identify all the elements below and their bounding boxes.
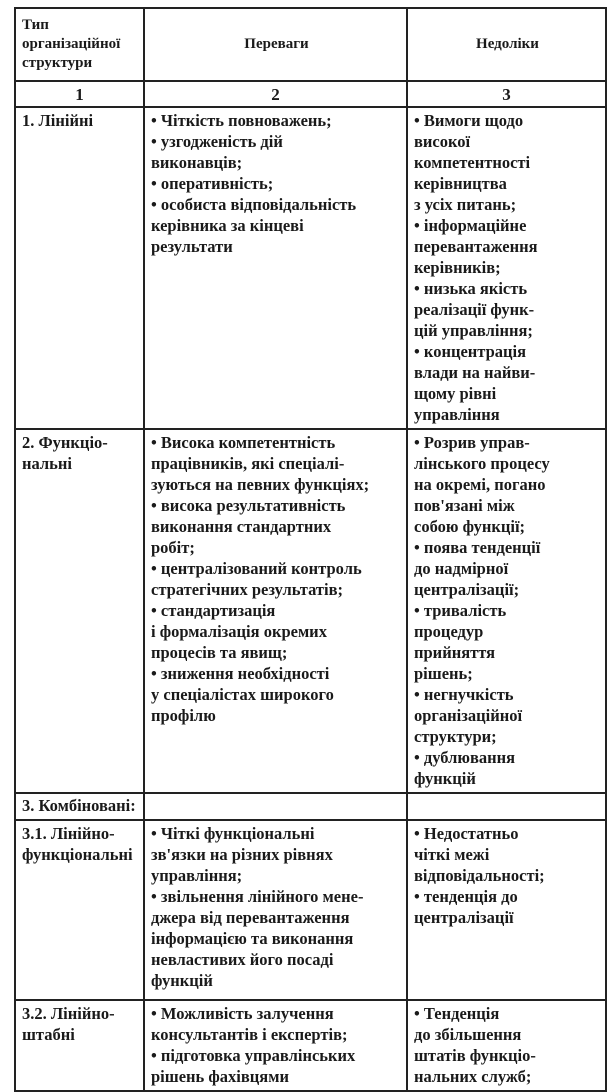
cell-text-line: відповідальності; bbox=[414, 866, 545, 885]
disadvantages-cell bbox=[407, 1000, 606, 1091]
cell-text-line: управління bbox=[414, 405, 500, 424]
cell-text-line: організаційної bbox=[414, 706, 523, 725]
cell-text-line: з усіх питань; bbox=[414, 195, 517, 214]
cell-text-line: керівника за кінцеві bbox=[151, 216, 304, 235]
cell-text-line: зв'язки на різних рівнях bbox=[151, 845, 333, 864]
cell-text-line: функцій bbox=[151, 971, 213, 990]
cell-text-line: • Чіткість повноважень; bbox=[151, 111, 332, 130]
cell-text-line: • Недостатньо bbox=[414, 824, 519, 843]
cell-text-line: 1. Лінійні bbox=[22, 111, 94, 130]
advantages-cell bbox=[144, 429, 407, 793]
advantages-cell bbox=[144, 820, 407, 1000]
structure-type-cell bbox=[15, 107, 144, 429]
cell-text-line: і формалізація окремих bbox=[151, 622, 327, 641]
cell-text-line: перевантаження bbox=[414, 237, 538, 256]
cell-text-line: • висока результативність bbox=[151, 496, 346, 515]
cell-text-line: • підготовка управлінських bbox=[151, 1046, 356, 1065]
cell-text-line: • Вимоги щодо bbox=[414, 111, 524, 130]
header-type-line: Тип bbox=[22, 16, 49, 33]
cell-text-line: консультантів і експертів; bbox=[151, 1025, 348, 1044]
cell-text-line: зуються на певних функціях; bbox=[151, 475, 370, 494]
cell-text-line: • оперативність; bbox=[151, 174, 274, 193]
cell-text-line: на окремі, погано bbox=[414, 475, 546, 494]
cell-text-line: управління; bbox=[151, 866, 243, 885]
cell-text-line: стратегічних результатів; bbox=[151, 580, 344, 599]
cell-text-line: виконавців; bbox=[151, 153, 243, 172]
cell-text-line: • поява тенденції bbox=[414, 538, 541, 557]
cell-text-line: прийняття bbox=[414, 643, 496, 662]
header-row bbox=[15, 8, 606, 81]
header-disadvantages: Недоліки bbox=[407, 8, 606, 81]
cell-text-line: • стандартизація bbox=[151, 601, 276, 620]
cell-text-line: структури; bbox=[414, 727, 497, 746]
cell-text-line: керівників; bbox=[414, 258, 501, 277]
structure-type-cell bbox=[15, 429, 144, 793]
cell-text-line: працівників, які спеціалі- bbox=[151, 454, 345, 473]
cell-text-line: керівництва bbox=[414, 174, 507, 193]
cell-text-line: • низька якість bbox=[414, 279, 528, 298]
cell-text-line: нальних служб; bbox=[414, 1067, 532, 1086]
cell-text-line: 2. Функціо- bbox=[22, 433, 108, 452]
cell-text-line: • дублювання bbox=[414, 748, 516, 767]
cell-text-line: • концентрація bbox=[414, 342, 527, 361]
disadvantages-cell bbox=[407, 820, 606, 1000]
advantages-cell bbox=[144, 793, 407, 820]
cell-text-line: у спеціалістах широкого bbox=[151, 685, 334, 704]
header-advantages: Переваги bbox=[144, 8, 407, 81]
table-row bbox=[15, 429, 606, 793]
cell-text-line: лінського процесу bbox=[414, 454, 550, 473]
cell-text-line: рішень; bbox=[414, 664, 473, 683]
cell-text-line: результати bbox=[151, 237, 233, 256]
disadvantages-cell bbox=[407, 793, 606, 820]
cell-text-line: централізації bbox=[414, 908, 514, 927]
cell-text-line: 3.1. Лінійно- bbox=[22, 824, 115, 843]
cell-text-line: процедур bbox=[414, 622, 484, 641]
table-row bbox=[15, 107, 606, 429]
cell-text-line: • негнучкість bbox=[414, 685, 514, 704]
cell-text-line: • централізований контроль bbox=[151, 559, 362, 578]
cell-text-line: • Висока компетентність bbox=[151, 433, 336, 452]
cell-text-line: 3. Комбіновані: bbox=[22, 796, 136, 815]
cell-text-line: 3.2. Лінійно- bbox=[22, 1004, 115, 1023]
org-structure-table bbox=[14, 7, 607, 1092]
cell-text-line: процесів та явищ; bbox=[151, 643, 288, 662]
cell-text-line: • зниження необхідності bbox=[151, 664, 330, 683]
cell-text-line: • тенденція до bbox=[414, 887, 518, 906]
cell-text-line: штабні bbox=[22, 1025, 75, 1044]
cell-text-line: влади на найви- bbox=[414, 363, 536, 382]
cell-text-line: • Тенденція bbox=[414, 1004, 500, 1023]
cell-text-line: до збільшення bbox=[414, 1025, 522, 1044]
cell-text-line: профілю bbox=[151, 706, 216, 725]
cell-text-line: штатів функціо- bbox=[414, 1046, 536, 1065]
disadvantages-cell bbox=[407, 107, 606, 429]
cell-text-line: робіт; bbox=[151, 538, 195, 557]
cell-text-line: • особиста відповідальність bbox=[151, 195, 357, 214]
structure-type-cell bbox=[15, 1000, 144, 1091]
cell-text-line: невластивих його посаді bbox=[151, 950, 334, 969]
advantages-cell bbox=[144, 107, 407, 429]
cell-text-line: високої bbox=[414, 132, 471, 151]
table-row bbox=[15, 1000, 606, 1091]
cell-text-line: • звільнення лінійного мене- bbox=[151, 887, 364, 906]
cell-text-line: щому рівні bbox=[414, 384, 497, 403]
column-number: 2 bbox=[144, 81, 407, 107]
structure-type-cell bbox=[15, 820, 144, 1000]
cell-text-line: виконання стандартних bbox=[151, 517, 332, 536]
cell-text-line: • узгодженість дій bbox=[151, 132, 283, 151]
cell-text-line: функцій bbox=[414, 769, 476, 788]
structure-type-cell bbox=[15, 793, 144, 820]
cell-text-line: функціональні bbox=[22, 845, 133, 864]
cell-text-line: • Розрив управ- bbox=[414, 433, 530, 452]
cell-text-line: • тривалість bbox=[414, 601, 507, 620]
table-row bbox=[15, 820, 606, 1000]
cell-text-line: інформацією та виконання bbox=[151, 929, 354, 948]
column-number-row bbox=[15, 81, 606, 107]
cell-text-line: собою функції; bbox=[414, 517, 526, 536]
cell-text-line: нальні bbox=[22, 454, 72, 473]
cell-text-line: джера від перевантаження bbox=[151, 908, 350, 927]
advantages-cell bbox=[144, 1000, 407, 1091]
header-type bbox=[15, 8, 144, 81]
disadvantages-cell bbox=[407, 429, 606, 793]
header-type-line: структури bbox=[22, 54, 93, 71]
cell-text-line: • інформаційне bbox=[414, 216, 527, 235]
cell-text-line: реалізації функ- bbox=[414, 300, 535, 319]
cell-text-line: чіткі межі bbox=[414, 845, 490, 864]
column-number: 3 bbox=[407, 81, 606, 107]
cell-text-line: • Чіткі функціональні bbox=[151, 824, 315, 843]
cell-text-line: пов'язані між bbox=[414, 496, 515, 515]
cell-text-line: • Можливість залучення bbox=[151, 1004, 334, 1023]
cell-text-line: до надмірної bbox=[414, 559, 509, 578]
table-row bbox=[15, 793, 606, 820]
cell-text-line: компетентності bbox=[414, 153, 531, 172]
cell-text-line: рішень фахівцями bbox=[151, 1067, 289, 1086]
cell-text-line: централізації; bbox=[414, 580, 520, 599]
header-type-line: організаційної bbox=[22, 35, 121, 52]
column-number: 1 bbox=[15, 81, 144, 107]
cell-text-line: цій управління; bbox=[414, 321, 533, 340]
